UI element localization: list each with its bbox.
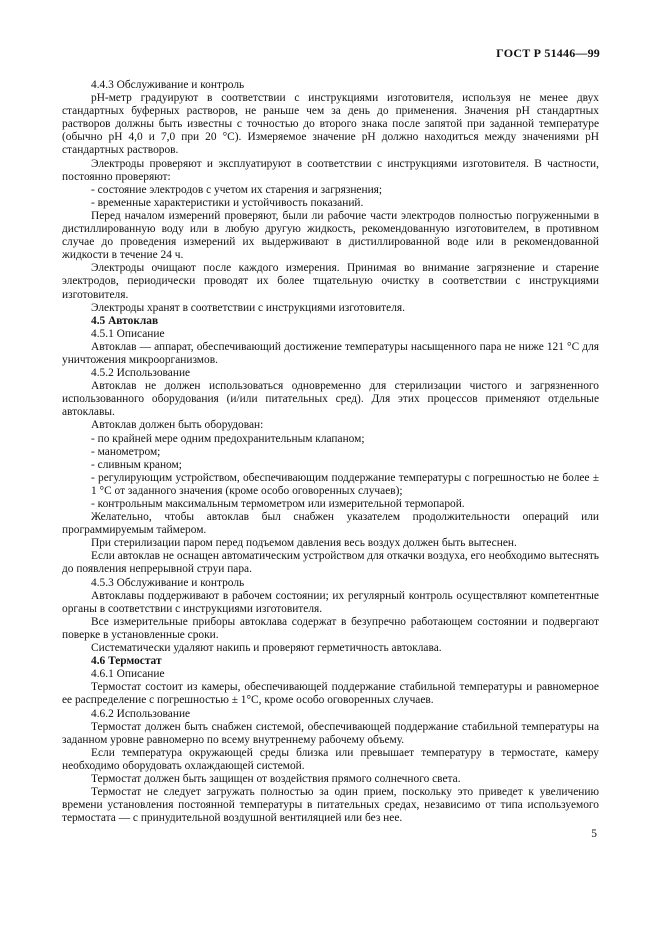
paragraph: Автоклав — аппарат, обеспечивающий достижение температуры насыщенного пара не ниже 121 °С для уничтожения микроорганизмов. [62, 340, 599, 366]
paragraph: Если автоклав не оснащен автоматическим устройством для откачки воздуха, его необходимо вытеснять до появления непрерывной струи пара. [62, 550, 599, 576]
paragraph: Термостат не следует загружать полностью за один прием, поскольку это приведет к увеличению времени установления постоянной температуры в питательных средах, независимо от типа используемого термостата — с принудительной воздушной вентиляцией или без нее. [62, 786, 599, 825]
paragraph: Если температура окружающей среды близка или превышает температуру в термостате, камеру необходимо оборудовать охлаждающей системой. [62, 746, 599, 772]
paragraph: 4.5.3 Обслуживание и контроль [91, 576, 245, 589]
section-heading: 4.5 Автоклав [91, 314, 159, 327]
paragraph: Термостат должен быть снабжен системой, обеспечивающей поддержание стабильной температуры на заданном уровне равномерно по всему внутреннему рабочему объему. [62, 720, 599, 746]
paragraph: Автоклавы поддерживают в рабочем состоянии; их регулярный контроль осуществляют компетентные органы в соответствии с инструкциями изготовителя. [62, 589, 599, 615]
paragraph: Электроды хранят в соответствии с инструкциями изготовителя. [91, 301, 405, 314]
paragraph: Автоклав должен быть оборудован: [91, 419, 264, 432]
paragraph: Электроды проверяют и эксплуатируют в соответствии с инструкциями изготовителя. В частности, постоянно проверяют: [62, 157, 599, 183]
list-item: - временные характеристики и устойчивость показаний. [62, 197, 599, 210]
document-body [62, 79, 599, 825]
paragraph: 4.6.2 Использование [91, 707, 191, 720]
paragraph: 4.4.3 Обслуживание и контроль [91, 79, 245, 91]
list-item: - регулирующим устройством, обеспечивающим поддержание температуры с погрешностью не более ± 1 °С от заданного значения (кроме особо оговоренных случаев); [62, 472, 599, 498]
paragraph: Электроды очищают после каждого измерения. Принимая во внимание загрязнение и старение электродов, периодически проводят их более тщательную очистку в соответствии с инструкциями изготовителя. [62, 262, 599, 301]
paragraph: рН-метр градуируют в соответствии с инструкциями изготовителя, используя не менее двух стандартных буферных растворов, не раньше чем за день до применения. Значения рН стандартных растворов должны быть известны с точностью до второго знака после запятой при заданной температуре (обычно рН 4,0 и 7,0 при 20 °С). Измеряемое значение рН должно находиться между значениями рН стандартных растворов. [62, 92, 599, 157]
list-item: - сливным краном; [62, 459, 599, 472]
paragraph: Термостат должен быть защищен от воздействия прямого солнечного света. [91, 772, 461, 785]
paragraph: Термостат состоит из камеры, обеспечивающей поддержание стабильной температуры и равномерное ее распределение с погрешностью ± 1°С, кроме особо оговоренных случаев. [62, 681, 599, 707]
paragraph: Перед началом измерений проверяют, были ли рабочие части электродов полностью погруженными в дистиллированную воду или в любую другую жидкость, рекомендованную изготовителем, в противном случае до проведения измерений их выдерживают в дистиллированной воде или в рекомендованной жидкости в течение 24 ч. [62, 209, 599, 262]
document-code: ГОСТ Р 51446—99 [496, 46, 600, 60]
paragraph: Все измерительные приборы автоклава содержат в безупречно работающем состоянии и подвергают поверке в установленные сроки. [62, 615, 599, 641]
list-item: - манометром; [62, 446, 599, 459]
paragraph: 4.5.2 Использование [91, 367, 191, 380]
section-heading: 4.6 Термостат [91, 655, 162, 668]
paragraph: 4.6.1 Описание [91, 668, 165, 681]
paragraph: При стерилизации паром перед подъемом давления весь воздух должен быть вытеснен. [91, 537, 517, 550]
list-item: - состояние электродов с учетом их старения и загрязнения; [62, 184, 599, 197]
list-item: - по крайней мере одним предохранительным клапаном; [62, 433, 599, 446]
paragraph: 4.5.1 Описание [91, 327, 165, 340]
page-number: 5 [591, 828, 597, 840]
paragraph: Автоклав не должен использоваться одновременно для стерилизации чистого и загрязненного использованного оборудования (и/или питательных сред). Для этих процессов применяют отдельные автоклавы. [62, 380, 599, 419]
list-item: - контрольным максимальным термометром или измерительной термопарой. [62, 498, 599, 511]
paragraph: Желательно, чтобы автоклав был снабжен указателем продолжительности операций или программируемым таймером. [62, 511, 599, 537]
paragraph: Систематически удаляют накипь и проверяют герметичность автоклава. [91, 642, 442, 655]
